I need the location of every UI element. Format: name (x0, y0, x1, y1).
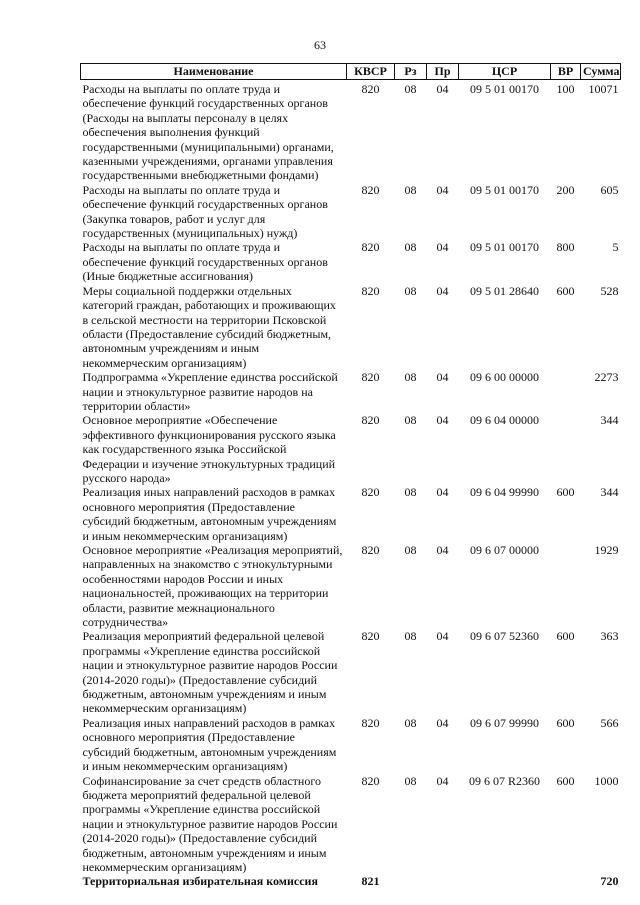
cell-pr: 04 (436, 773, 449, 788)
cell-rz: 08 (404, 715, 417, 730)
cell-rz: 08 (404, 629, 417, 644)
cell-sum: 5 (612, 240, 619, 255)
cell-rz: 08 (404, 283, 417, 298)
cell-sum: 363 (600, 629, 619, 644)
cell-kvsr: 820 (361, 485, 380, 500)
header-vr: ВР (551, 64, 581, 80)
table-row (81, 543, 621, 629)
cell-csr: 09 6 04 00000 (470, 413, 539, 428)
cell-kvsr: 820 (361, 543, 380, 557)
cell-pr: 04 (436, 629, 449, 644)
cell-pr: 04 (436, 715, 449, 730)
cell-name: Расходы на выплаты по оплате труда и обеспечение функций государственных органов (Расходы на выплаты персоналу в целях обеспечения выполнения функций государственными (муниципальными) органами, казенными учреждениями, органами управления государственными внебюджетными фондами) (82, 82, 334, 183)
table-row (81, 370, 621, 413)
cell-name: Реализация мероприятий федеральной целевой программы «Укрепление единства российской нации и этнокультурное развитие народов России (2014-2020 годы)» (Предоставление субсидий бюджетным, автономным учреждениям и иным некоммерческим организациям) (82, 629, 338, 716)
table-row (81, 240, 621, 283)
cell-vr: 800 (556, 240, 575, 255)
cell-vr: 600 (556, 773, 575, 788)
cell-vr (551, 874, 581, 888)
table-row (81, 183, 621, 241)
cell-rz: 08 (404, 413, 417, 428)
cell-kvsr: 820 (361, 773, 380, 788)
cell-rz: 08 (404, 240, 417, 255)
cell-vr: 600 (556, 629, 575, 644)
cell-name: Меры социальной поддержки отдельных категорий граждан, работающих и проживающих в сельской местности на территории Псковской области (Предоставление субсидий бюджетным, автономным учреждениям и иным некоммерческим организациям) (82, 283, 336, 370)
cell-sum: 605 (600, 182, 619, 197)
cell-sum: 566 (600, 715, 619, 730)
cell-pr: 04 (436, 370, 449, 385)
cell-kvsr: 820 (361, 82, 380, 96)
table-row (81, 774, 621, 875)
cell-vr (551, 543, 581, 629)
cell-vr (551, 413, 581, 485)
cell-name: Подпрограмма «Укрепление единства российской нации и этнокультурное развитие народов на территории области» (82, 370, 338, 413)
cell-vr (551, 370, 581, 413)
cell-name: Реализация иных направлений расходов в рамках основного мероприятия (Предоставление субсидий бюджетным, автономным учреждениям и иным некоммерческим организациям) (82, 715, 337, 774)
cell-rz: 08 (404, 370, 417, 385)
cell-rz: 08 (404, 82, 417, 96)
cell-pr: 04 (436, 82, 449, 96)
table-row (81, 80, 621, 183)
cell-pr: 04 (436, 413, 449, 428)
cell-csr: 09 6 00 00000 (470, 370, 539, 385)
cell-kvsr: 820 (361, 629, 380, 644)
cell-csr: 09 5 01 00170 (470, 82, 539, 96)
cell-rz: 08 (404, 485, 417, 500)
cell-csr: 09 6 07 99990 (470, 715, 539, 730)
cell-pr: 04 (436, 240, 449, 255)
cell-kvsr: 820 (361, 240, 380, 255)
table-body (81, 80, 621, 889)
cell-pr: 04 (436, 283, 449, 298)
header-csr: ЦСР (459, 64, 551, 80)
table-row-total (81, 874, 621, 888)
cell-rz (395, 874, 427, 888)
cell-pr: 04 (436, 182, 449, 197)
page-number: 63 (314, 38, 326, 52)
cell-csr: 09 6 04 99990 (470, 485, 539, 500)
cell-sum: 344 (600, 413, 619, 428)
table-row (81, 284, 621, 370)
header-kvsr: КВСР (347, 64, 395, 80)
cell-name: Основное мероприятие «Обеспечение эффективного функционирования русского языка как государственного языка Российской Федерации и изучение этнокультурных традиций русского народа» (82, 413, 336, 485)
cell-pr: 04 (436, 543, 449, 557)
cell-kvsr: 820 (361, 715, 380, 730)
cell-rz: 08 (404, 182, 417, 197)
header-sum: Сумма (581, 64, 621, 80)
cell-csr: 09 5 01 00170 (470, 240, 539, 255)
cell-name: Софинансирование за счет средств областного бюджета мероприятий федеральной целевой программы «Укрепление единства российской нации и этнокультурное развитие народов России (2014-2020 годы)» (Предоставление субсидий бюджетным, автономным учреждениям и иным некоммерческим организациям) (82, 773, 338, 874)
header-rz: Рз (395, 64, 427, 80)
cell-kvsr: 821 (361, 874, 380, 889)
cell-csr (459, 874, 551, 888)
cell-name: Территориальная избирательная комиссия (82, 874, 318, 889)
cell-vr: 200 (556, 182, 575, 197)
cell-sum: 1000 (594, 773, 619, 788)
cell-pr: 04 (436, 485, 449, 500)
cell-name: Расходы на выплаты по оплате труда и обеспечение функций государственных органов (Иные бюджетные ассигнования) (82, 240, 328, 284)
cell-name: Основное мероприятие «Реализация мероприятий, направленных на знакомство с этнокультурными особенностями народов России и иных национальностей, проживающих на территории области, развитие межнационального сотрудничества» (82, 543, 343, 630)
cell-csr: 09 6 07 52360 (470, 629, 539, 644)
cell-csr: 09 5 01 00170 (470, 182, 539, 197)
cell-name: Реализация иных направлений расходов в рамках основного мероприятия (Предоставление субсидий бюджетным, автономным учреждениям и иным некоммерческим организациям) (82, 485, 337, 543)
table-row (81, 413, 621, 485)
cell-sum: 344 (600, 485, 619, 500)
cell-rz: 08 (404, 543, 417, 557)
cell-sum: 2273 (594, 370, 619, 385)
cell-vr: 100 (556, 82, 575, 96)
cell-kvsr: 820 (361, 370, 380, 385)
cell-vr: 600 (556, 715, 575, 730)
cell-kvsr: 820 (361, 182, 380, 197)
cell-csr: 09 5 01 28640 (470, 283, 539, 298)
cell-vr: 600 (556, 485, 575, 500)
table-row (81, 629, 621, 715)
cell-sum: 720 (600, 874, 619, 889)
cell-kvsr: 820 (361, 413, 380, 428)
budget-table (80, 63, 621, 889)
cell-pr (427, 874, 459, 888)
cell-name: Расходы на выплаты по оплате труда и обеспечение функций государственных органов (Закупка товаров, работ и услуг для государственных (муниципальных) нужд) (82, 182, 328, 241)
cell-csr: 09 6 07 R2360 (468, 773, 540, 788)
cell-vr: 600 (556, 283, 575, 298)
cell-kvsr: 820 (361, 283, 380, 298)
cell-rz: 08 (404, 773, 417, 788)
cell-sum: 10071 (588, 82, 619, 96)
cell-sum: 528 (600, 283, 619, 298)
cell-csr: 09 6 07 00000 (470, 543, 539, 557)
table-header (81, 64, 621, 80)
header-name: Наименование (81, 64, 347, 80)
table-row (81, 716, 621, 774)
table-row (81, 485, 621, 543)
cell-sum: 1929 (594, 543, 619, 557)
header-pr: Пр (427, 64, 459, 80)
